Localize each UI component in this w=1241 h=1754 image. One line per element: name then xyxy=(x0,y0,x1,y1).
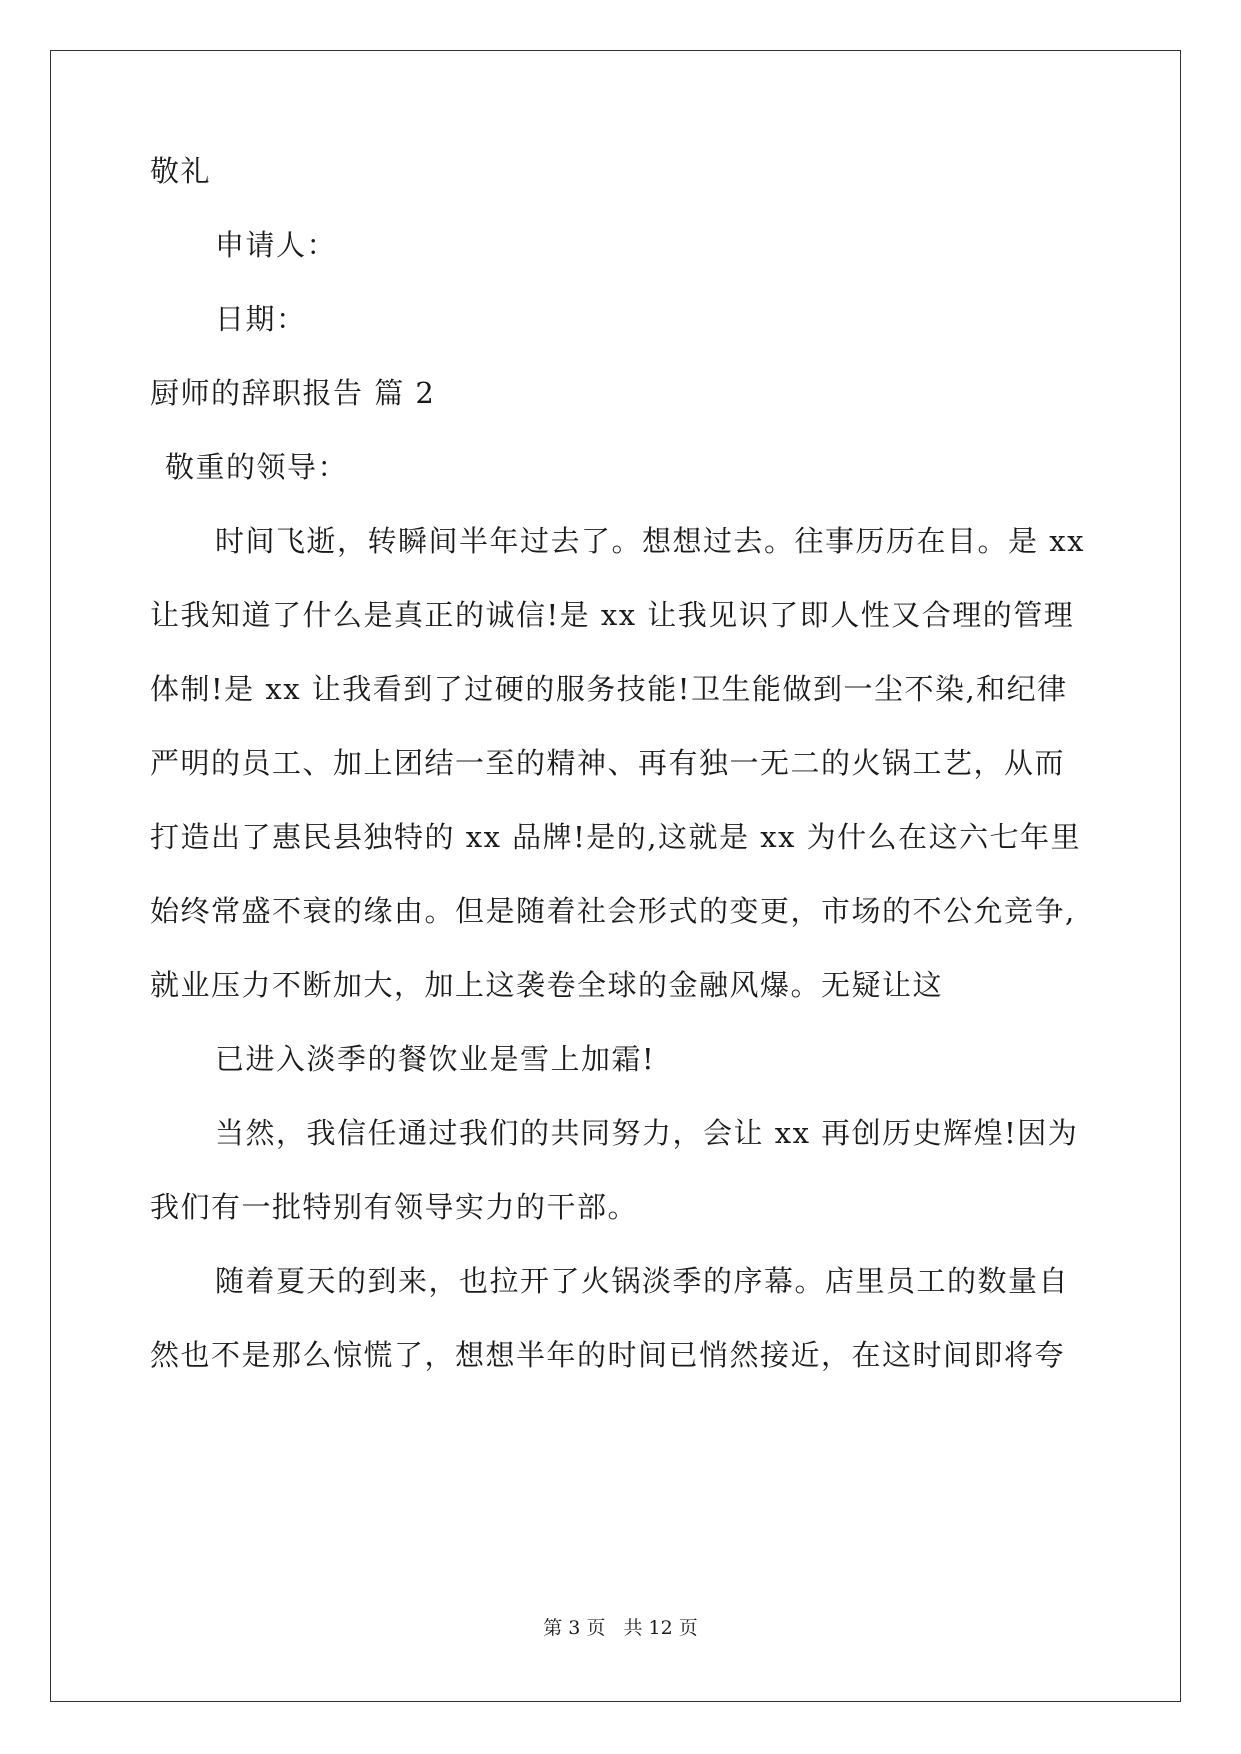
closing-salutation: 敬礼 xyxy=(150,154,212,188)
date-label: 日期： xyxy=(215,302,307,336)
body-line: 已进入淡季的餐饮业是雪上加霜! xyxy=(215,1042,656,1076)
body-line: 当然，我信任通过我们的共同努力，会让 xx 再创历史辉煌!因为 xyxy=(215,1116,1079,1150)
body-line: 然也不是那么惊慌了，想想半年的时间已悄然接近，在这时间即将夸 xyxy=(150,1338,1066,1372)
applicant-label: 申请人： xyxy=(215,228,338,262)
body-line: 就业压力不断加大，加上这袭卷全球的金融风爆。无疑让这 xyxy=(150,968,944,1002)
body-line: 严明的员工、加上团结一至的精神、再有独一无二的火锅工艺，从而 xyxy=(150,746,1066,780)
body-line: 体制!是 xx 让我看到了过硬的服务技能!卫生能做到一尘不染,和纪律 xyxy=(150,672,1068,706)
body-line: 随着夏天的到来，也拉开了火锅淡季的序幕。店里员工的数量自 xyxy=(215,1264,1070,1298)
page-border xyxy=(50,50,1181,1702)
body-line: 始终常盛不衰的缘由。但是随着社会形式的变更，市场的不公允竞争, xyxy=(150,894,1076,928)
page-number-footer: 第 3 页 共 12 页 xyxy=(543,1617,698,1639)
body-line: 时间飞逝，转瞬间半年过去了。想想过去。往事历历在目。是 xx xyxy=(215,524,1085,558)
greeting: 敬重的领导： xyxy=(165,450,349,484)
body-line: 让我知道了什么是真正的诚信!是 xx 让我见识了即人性又合理的管理 xyxy=(150,598,1075,632)
body-line: 我们有一批特别有领导实力的干部。 xyxy=(150,1190,639,1224)
section-title: 厨师的辞职报告 篇 2 xyxy=(150,376,436,410)
body-line: 打造出了惠民县独特的 xx 品牌!是的,这就是 xx 为什么在这六七年里 xyxy=(150,820,1082,854)
